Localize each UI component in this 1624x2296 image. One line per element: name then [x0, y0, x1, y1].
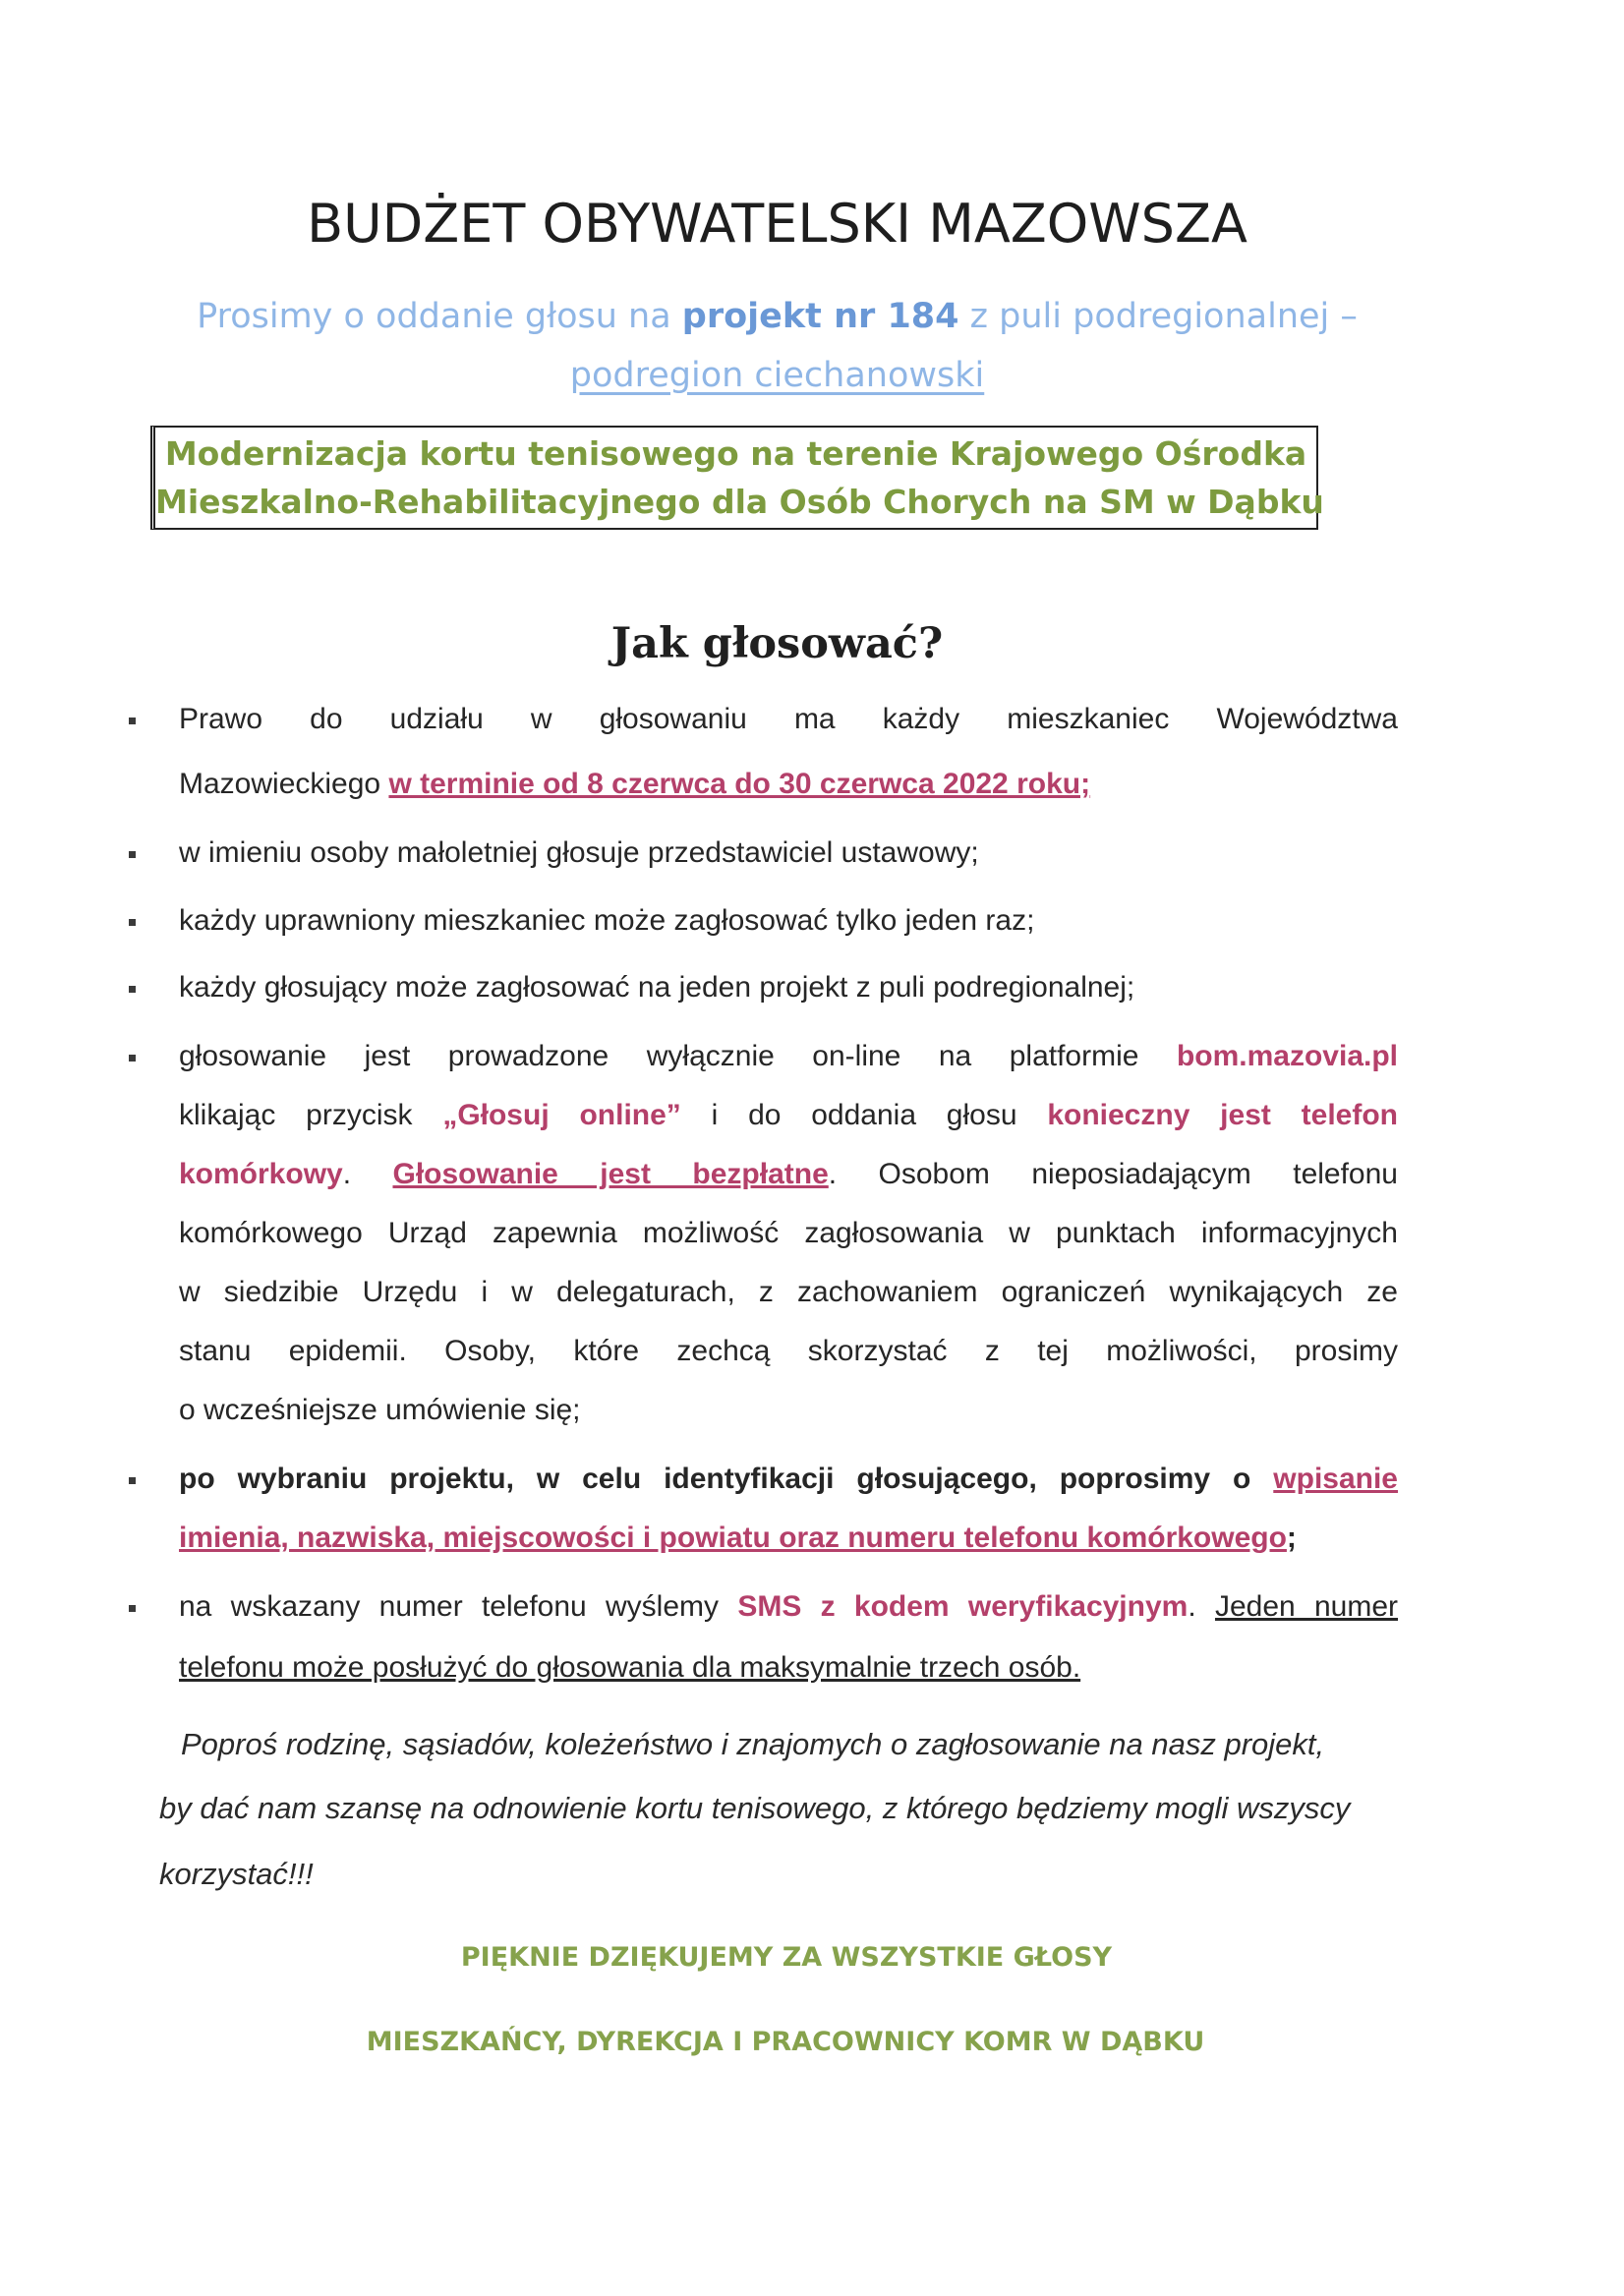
project-title-line-2: Mieszkalno-Rehabilitacyjnego dla Osób Chorych na SM w Dąbku [155, 483, 1324, 521]
rule-5-line-3 [179, 1155, 1398, 1194]
vote-online-button-name: „Głosuj online” [442, 1099, 681, 1131]
rule-7-line-1 [179, 1587, 1398, 1627]
required-data-note: imienia, nazwiska, miejscowości i powiatu oraz numeru telefonu komórkowego [179, 1521, 1287, 1554]
rule-7-text: . [1188, 1590, 1215, 1623]
appeal-line-1: Poproś rodzinę, sąsiadów, koleżeństwo i znajomych o zagłosowanie na nasz projekt, [181, 1727, 1325, 1761]
rule-3: każdy uprawniony mieszkaniec może zagłosować tylko jeden raz; [179, 904, 1035, 937]
bullet-marker [129, 1477, 136, 1484]
platform-link[interactable]: bom.mazovia.pl [1176, 1040, 1398, 1072]
rule-4: każdy głosujący może zagłosować na jeden projekt z puli podregionalnej; [179, 971, 1135, 1004]
rule-6-text: ; [1286, 1521, 1297, 1554]
document-title: BUDŻET OBYWATELSKI MAZOWSZA [307, 193, 1247, 255]
phone-limit-note: Jeden numer [1214, 1590, 1399, 1623]
rule-6-line-1 [179, 1460, 1398, 1499]
rule-5-line-2 [179, 1096, 1398, 1135]
rule-5-line-7: o wcześniejsze umówienie się; [179, 1394, 581, 1426]
rule-1-line-1: Prawo do udziału w głosowaniu ma każdy mieszkaniec Województwa [179, 703, 1398, 735]
vote-request-text: Prosimy o oddanie głosu na [197, 297, 682, 336]
rule-5-text: klikając przycisk [179, 1099, 443, 1131]
rule-7-line-2: telefonu może posłużyć do głosowania dla maksymalnie trzech osób. [179, 1651, 1081, 1684]
voting-period: w terminie od 8 czerwca do 30 czerwca 2022 roku; [388, 768, 1091, 800]
project-number: projekt nr 184 [681, 297, 959, 336]
phone-required-note: komórkowy [179, 1158, 343, 1190]
bullet-marker [129, 851, 136, 858]
thanks-line: PIĘKNIE DZIĘKUJEMY ZA WSZYSTKIE GŁOSY [460, 1942, 1113, 1973]
rule-5-text: głosowanie jest prowadzone wyłącznie on-line na platformie [179, 1040, 1177, 1072]
project-title-line-1: Modernizacja kortu tenisowego na terenie Krajowego Ośrodka [164, 434, 1307, 473]
free-voting-note: Głosowanie jest bezpłatne [392, 1158, 829, 1190]
rule-5-line-5: w siedzibie Urzędu i w delegaturach, z zachowaniem ograniczeń wynikających ze [179, 1276, 1398, 1308]
rule-5-line-4: komórkowego Urząd zapewnia możliwość zagłosowania w punktach informacyjnych [179, 1217, 1398, 1249]
rule-5-line-1 [179, 1037, 1398, 1076]
bullet-marker [129, 1055, 136, 1062]
bullet-marker [129, 986, 136, 993]
signature-line: MIESZKAŃCY, DYREKCJA I PRACOWNICY KOMR W DĄBKU [366, 2027, 1205, 2057]
phone-required-note: konieczny jest telefon [1047, 1099, 1399, 1131]
rule-6-line-2 [179, 1519, 1398, 1558]
rule-5-line-6: stanu epidemii. Osoby, które zechcą skorzystać z tej możliwości, prosimy [179, 1335, 1398, 1367]
bullet-marker [129, 1605, 136, 1612]
appeal-line-2: by dać nam szansę na odnowienie kortu tenisowego, z którego będziemy mogli wszyscy [159, 1791, 1351, 1825]
vote-request-line [0, 297, 1554, 336]
rule-5-text: . [342, 1158, 393, 1190]
rule-1-line-2 [179, 765, 1398, 804]
rule-2: w imieniu osoby małoletniej głosuje przedstawiciel ustawowy; [179, 836, 979, 869]
rule-7-text: na wskazany numer telefonu wyślemy [179, 1590, 738, 1623]
rule-6-text: po wybraniu projektu, w celu identyfikacji głosującego, poprosimy o [179, 1463, 1274, 1495]
vote-request-pool: z puli podregionalnej – [958, 297, 1358, 336]
bullet-marker [129, 919, 136, 926]
rule-1-text: Mazowieckiego [179, 768, 389, 800]
appeal-line-3: korzystać!!! [159, 1857, 314, 1891]
sms-code-note: SMS z kodem weryfikacyjnym [737, 1590, 1189, 1623]
rule-5-text: i do oddania głosu [680, 1099, 1048, 1131]
project-title-box [150, 426, 1324, 530]
rule-5-text: . Osobom nieposiadającym telefonu [828, 1158, 1398, 1190]
how-to-vote-heading: Jak głosować? [610, 619, 944, 668]
required-data-note: wpisanie [1273, 1463, 1398, 1495]
bullet-marker [129, 718, 136, 724]
subregion-name: podregion ciechanowski [569, 356, 985, 395]
